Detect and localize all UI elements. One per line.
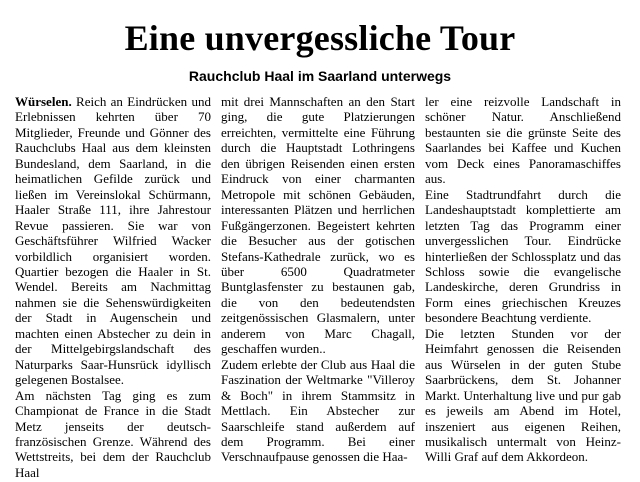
paragraph: Eine Stadtrundfahrt durch die Landeshauptstadt komplettierte am letzten Tag das Programm einer unvergesslichen Tour. Eindrücke hinterließen der Schlossplatz und das Schloss sowie die evangelische Landeskirche, deren Grundriss in Form eines griechischen Kreuzes besondere Beachtung verdiente. bbox=[425, 186, 621, 326]
paragraph: mit drei Mannschaften an den Start ging, die gute Platzierungen erreichten, vermittelte eine Führung durch die Hauptstadt Lothringens den übrigen Reisenden einen ersten Eindruck von einer charmanten Metropole mit schönen Gebäuden, interessanten Plätzen und herrlichen Fußgängerzonen. Begeistert kehrten die Besucher aus der gotischen Stefans-Kathedrale zurück, wo es über 6500 Quadratmeter Buntglasfenster zu bestaunen gab, die von den bedeutendsten zeitgenössischen Glasmalern, unter anderem von Marc Chagall, geschaffen wurden.. bbox=[221, 94, 415, 357]
paragraph: Zudem erlebte der Club aus Haal die Faszination der Weltmarke "Villeroy & Boch" in ihrem Stammsitz in Mettlach. Ein Abstecher zur Saarschleife stand außerdem auf dem Programm. Bei einer Verschnaufpause genossen die Haa- bbox=[221, 356, 415, 465]
paragraph: Am nächsten Tag ging es zum Championat de France in die Stadt Metz jenseits der deutsch-französischen Grenze. Während des Wettstreits, bei dem der Rauchclub Haal bbox=[15, 387, 211, 480]
article-column-1 bbox=[15, 94, 211, 480]
article-subheadline: Rauchclub Haal im Saarland unterwegs bbox=[188, 68, 452, 84]
article-column-2 bbox=[221, 94, 415, 465]
paragraph: Die letzten Stunden vor der Heimfahrt genossen die Reisenden aus Würselen in der guten Stube Saarbrückens, dem St. Johanner Markt. Unterhaltung live und pur gab es jeweils am Abend im Hotel, inszeniert aus eigenen Reihen, musikalisch untermalt von Heinz-Willi Graf auf dem Akkordeon. bbox=[425, 325, 621, 465]
article-headline: Eine unvergessliche Tour bbox=[124, 18, 516, 58]
paragraph bbox=[15, 94, 211, 388]
article-column-3 bbox=[425, 94, 621, 465]
dateline: Würselen. bbox=[15, 94, 72, 109]
paragraph: ler eine reizvolle Landschaft in schöner Natur. Anschließend bestaunten sie die grünste Seite des Saarlandes bei Kaffee und Kuchen vom Deck eines Panoramaschiffes aus. bbox=[425, 94, 621, 187]
article-body bbox=[0, 94, 640, 480]
paragraph-text: Reich an Eindrücken und Erlebnissen kehrten über 70 Mitglieder, Freunde und Gönner des Rauchclubs Haal aus dem kleinsten Bundesland, dem Saarland, in die heimatlichen Gefilde zurück und ließen im Vereinslokal Schürmann, Haaler Straße 111, ihre Jahrestour Revue passieren. Sie war von Geschäftsführer Wilfried Wacker vorbildlich organisiert worden. Quartier bezogen die Haaler in St. Wendel. Bereits am Nachmittag nahmen sie die Sehenswürdigkeiten der Stadt in Augenschein und machten einen Abstecher zu dein in der Mittelgebirgslandschaft des Naturparks Saar-Hunsrück idyllisch gelegenen Bostalsee. bbox=[15, 94, 211, 388]
